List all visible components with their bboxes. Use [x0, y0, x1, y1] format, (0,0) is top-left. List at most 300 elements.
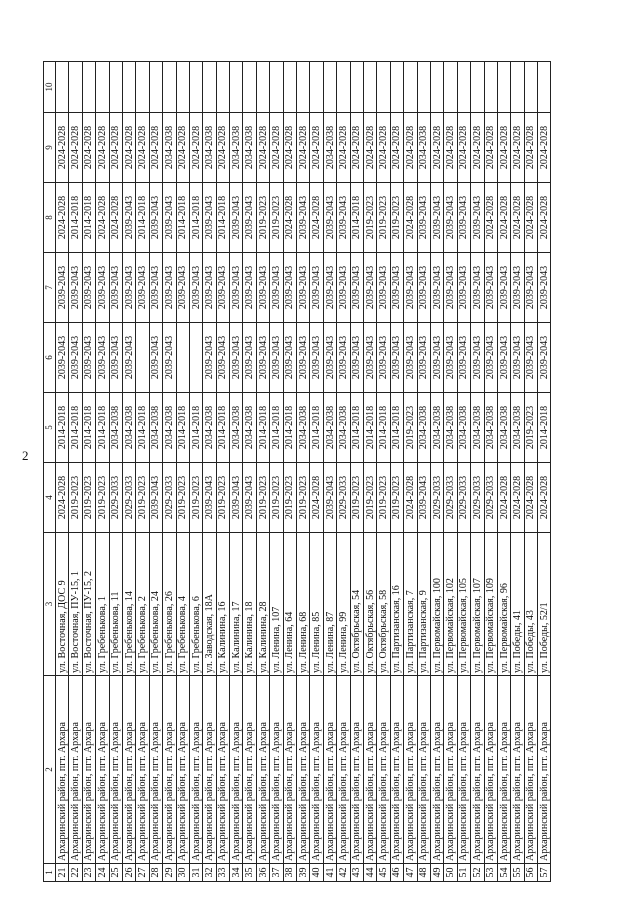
- period-cell: 2014-2018: [69, 183, 82, 253]
- period-cell: 2039-2043: [310, 253, 323, 323]
- district-cell: Архаринский район, пгт. Архара: [96, 676, 109, 864]
- address-cell: ул. Ленина, 87: [323, 533, 336, 676]
- period-cell: 2034-2038: [337, 393, 350, 463]
- row-number-cell: 48: [417, 864, 430, 882]
- period-cell: 2019-2023: [377, 183, 390, 253]
- district-cell: Архаринский район, пгт. Архара: [216, 676, 229, 864]
- district-cell: Архаринский район, пгт. Архара: [457, 676, 470, 864]
- period-cell: 2039-2043: [377, 323, 390, 393]
- period-cell: 2039-2043: [149, 323, 162, 393]
- period-cell: 2014-2018: [256, 393, 269, 463]
- address-cell: ул. Гребенькова, 4: [176, 533, 189, 676]
- note-cell: [444, 62, 457, 113]
- note-cell: [363, 62, 376, 113]
- period-cell: 2014-2018: [350, 393, 363, 463]
- period-cell: 2039-2043: [283, 253, 296, 323]
- district-cell: Архаринский район, пгт. Архара: [163, 676, 176, 864]
- period-cell: 2024-2028: [377, 113, 390, 183]
- note-cell: [283, 62, 296, 113]
- row-number-cell: 21: [56, 864, 69, 882]
- table-row: [283, 62, 296, 882]
- period-cell: 2024-2028: [524, 463, 537, 533]
- district-cell: Архаринский район, пгт. Архара: [256, 676, 269, 864]
- row-number-cell: 43: [350, 864, 363, 882]
- address-cell: ул. Первомайская, 102: [444, 533, 457, 676]
- row-number-cell: 40: [310, 864, 323, 882]
- period-cell: 2039-2043: [163, 253, 176, 323]
- period-cell: 2034-2038: [230, 113, 243, 183]
- period-cell: 2024-2028: [497, 183, 510, 253]
- period-cell: 2039-2043: [323, 253, 336, 323]
- table-row: [390, 62, 403, 882]
- schedule-table: [43, 61, 551, 882]
- period-cell: 2029-2033: [471, 463, 484, 533]
- period-cell: 2039-2043: [297, 253, 310, 323]
- table-row: [524, 62, 537, 882]
- table-row: [230, 62, 243, 882]
- table-row: [538, 62, 551, 882]
- table-row: [256, 62, 269, 882]
- table-row: [363, 62, 376, 882]
- period-cell: 2039-2043: [457, 183, 470, 253]
- period-cell: 2024-2028: [149, 113, 162, 183]
- row-number-cell: 46: [390, 864, 403, 882]
- period-cell: 2019-2023: [270, 463, 283, 533]
- table-row: [323, 62, 336, 882]
- period-cell: 2014-2018: [82, 183, 95, 253]
- period-cell: 2024-2028: [270, 113, 283, 183]
- address-cell: ул. Октябрьская, 54: [350, 533, 363, 676]
- period-cell: 2024-2028: [363, 113, 376, 183]
- note-cell: [176, 62, 189, 113]
- period-cell: 2039-2043: [230, 463, 243, 533]
- period-cell: 2014-2018: [377, 393, 390, 463]
- period-cell: 2024-2028: [109, 183, 122, 253]
- period-cell: 2034-2038: [230, 393, 243, 463]
- row-number-cell: 36: [256, 864, 269, 882]
- period-cell: [189, 323, 202, 393]
- period-cell: 2039-2043: [430, 183, 443, 253]
- period-cell: 2034-2038: [297, 393, 310, 463]
- table-row: [270, 62, 283, 882]
- note-cell: [136, 62, 149, 113]
- period-cell: 2034-2038: [323, 393, 336, 463]
- period-cell: 2014-2018: [189, 393, 202, 463]
- period-cell: 2024-2028: [96, 183, 109, 253]
- note-cell: [82, 62, 95, 113]
- district-cell: Архаринский район, пгт. Архара: [323, 676, 336, 864]
- row-number-cell: 57: [538, 864, 551, 882]
- period-cell: 2014-2018: [283, 393, 296, 463]
- row-number-cell: 23: [82, 864, 95, 882]
- address-cell: ул. Гребенькова, 24: [149, 533, 162, 676]
- table-row: [82, 62, 95, 882]
- address-cell: ул. Гребенькова, 2: [136, 533, 149, 676]
- district-cell: Архаринский район, пгт. Архара: [230, 676, 243, 864]
- period-cell: 2039-2043: [69, 253, 82, 323]
- period-cell: 2034-2038: [243, 113, 256, 183]
- table-row: [243, 62, 256, 882]
- period-cell: 2039-2043: [337, 253, 350, 323]
- period-cell: [136, 323, 149, 393]
- period-cell: 2024-2028: [404, 113, 417, 183]
- period-cell: 2019-2023: [363, 463, 376, 533]
- period-cell: 2024-2028: [471, 113, 484, 183]
- address-cell: ул. Победы, 52/1: [538, 533, 551, 676]
- period-cell: 2034-2038: [417, 393, 430, 463]
- period-cell: 2019-2023: [82, 463, 95, 533]
- district-cell: Архаринский район, пгт. Архара: [484, 676, 497, 864]
- table-row: [404, 62, 417, 882]
- period-cell: 2039-2043: [337, 183, 350, 253]
- period-cell: 2039-2043: [69, 323, 82, 393]
- note-cell: [69, 62, 82, 113]
- period-cell: 2039-2043: [363, 323, 376, 393]
- period-cell: 2024-2028: [283, 113, 296, 183]
- district-cell: Архаринский район, пгт. Архара: [283, 676, 296, 864]
- note-cell: [404, 62, 417, 113]
- district-cell: Архаринский район, пгт. Архара: [109, 676, 122, 864]
- row-number-cell: 35: [243, 864, 256, 882]
- period-cell: 2039-2043: [471, 253, 484, 323]
- period-cell: 2024-2028: [497, 113, 510, 183]
- period-cell: 2034-2038: [417, 113, 430, 183]
- table-row: [109, 62, 122, 882]
- row-number-cell: 39: [297, 864, 310, 882]
- period-cell: 2039-2043: [404, 323, 417, 393]
- note-cell: [497, 62, 510, 113]
- period-cell: 2039-2043: [350, 253, 363, 323]
- note-cell: [189, 62, 202, 113]
- period-cell: 2024-2028: [538, 183, 551, 253]
- period-cell: 2024-2028: [82, 113, 95, 183]
- period-cell: 2019-2023: [136, 463, 149, 533]
- period-cell: 2039-2043: [243, 323, 256, 393]
- row-number-cell: 32: [203, 864, 216, 882]
- period-cell: 2039-2043: [444, 253, 457, 323]
- period-cell: 2034-2038: [163, 113, 176, 183]
- period-cell: 2039-2043: [203, 323, 216, 393]
- period-cell: 2014-2018: [310, 393, 323, 463]
- address-cell: ул. Партизанская, 9: [417, 533, 430, 676]
- page-number: 2: [22, 448, 29, 463]
- header-cell: 1: [44, 864, 56, 882]
- period-cell: 2039-2043: [471, 183, 484, 253]
- row-number-cell: 31: [189, 864, 202, 882]
- period-cell: 2024-2028: [256, 113, 269, 183]
- period-cell: 2019-2023: [69, 463, 82, 533]
- row-number-cell: 54: [497, 864, 510, 882]
- header-cell: 5: [44, 393, 56, 463]
- period-cell: 2039-2043: [471, 323, 484, 393]
- period-cell: 2039-2043: [511, 323, 524, 393]
- note-cell: [297, 62, 310, 113]
- period-cell: 2029-2033: [430, 463, 443, 533]
- row-number-cell: 52: [471, 864, 484, 882]
- period-cell: 2019-2023: [216, 463, 229, 533]
- note-cell: [56, 62, 69, 113]
- period-cell: 2014-2018: [69, 393, 82, 463]
- period-cell: 2039-2043: [430, 323, 443, 393]
- address-cell: ул. Восточная, ПУ-15, 2: [82, 533, 95, 676]
- note-cell: [163, 62, 176, 113]
- period-cell: 2019-2023: [96, 463, 109, 533]
- table-row: [149, 62, 162, 882]
- period-cell: 2019-2023: [297, 463, 310, 533]
- note-cell: [109, 62, 122, 113]
- period-cell: 2014-2018: [136, 183, 149, 253]
- period-cell: 2019-2023: [189, 463, 202, 533]
- period-cell: 2024-2028: [297, 113, 310, 183]
- period-cell: 2039-2043: [363, 253, 376, 323]
- period-cell: 2024-2028: [283, 183, 296, 253]
- note-cell: [390, 62, 403, 113]
- address-cell: ул. Победы, 43: [524, 533, 537, 676]
- period-cell: 2034-2038: [471, 393, 484, 463]
- table-row: [203, 62, 216, 882]
- period-cell: 2039-2043: [511, 253, 524, 323]
- period-cell: 2039-2043: [230, 323, 243, 393]
- table-row: [163, 62, 176, 882]
- period-cell: 2014-2018: [136, 393, 149, 463]
- period-cell: 2039-2043: [444, 183, 457, 253]
- period-cell: 2039-2043: [538, 253, 551, 323]
- note-cell: [96, 62, 109, 113]
- district-cell: Архаринский район, пгт. Архара: [136, 676, 149, 864]
- rotated-table-content: [43, 62, 550, 882]
- note-cell: [524, 62, 537, 113]
- period-cell: 2039-2043: [149, 183, 162, 253]
- period-cell: 2024-2028: [176, 113, 189, 183]
- address-cell: ул. Восточная, ДОС 9: [56, 533, 69, 676]
- period-cell: 2024-2028: [122, 113, 135, 183]
- period-cell: 2019-2023: [404, 393, 417, 463]
- address-cell: ул. Ленина, 107: [270, 533, 283, 676]
- row-number-cell: 22: [69, 864, 82, 882]
- district-cell: Архаринский район, пгт. Архара: [524, 676, 537, 864]
- period-cell: 2039-2043: [297, 323, 310, 393]
- note-cell: [511, 62, 524, 113]
- period-cell: 2034-2038: [163, 393, 176, 463]
- period-cell: 2039-2043: [457, 253, 470, 323]
- period-cell: 2039-2043: [270, 253, 283, 323]
- header-cell: 3: [44, 533, 56, 676]
- period-cell: 2039-2043: [417, 323, 430, 393]
- period-cell: 2039-2043: [404, 253, 417, 323]
- district-cell: Архаринский район, пгт. Архара: [471, 676, 484, 864]
- district-cell: Архаринский район, пгт. Архара: [377, 676, 390, 864]
- table-row: [484, 62, 497, 882]
- district-cell: Архаринский район, пгт. Архара: [350, 676, 363, 864]
- note-cell: [484, 62, 497, 113]
- note-cell: [256, 62, 269, 113]
- table-row: [471, 62, 484, 882]
- row-number-cell: 34: [230, 864, 243, 882]
- note-cell: [377, 62, 390, 113]
- period-cell: 2024-2028: [189, 113, 202, 183]
- period-cell: 2039-2043: [243, 183, 256, 253]
- row-number-cell: 26: [122, 864, 135, 882]
- period-cell: 2039-2043: [390, 323, 403, 393]
- period-cell: 2024-2028: [310, 183, 323, 253]
- district-cell: Архаринский район, пгт. Архара: [511, 676, 524, 864]
- address-cell: ул. Калинина, 18: [243, 533, 256, 676]
- period-cell: 2024-2028: [56, 463, 69, 533]
- period-cell: 2019-2023: [390, 183, 403, 253]
- district-cell: Архаринский район, пгт. Архара: [56, 676, 69, 864]
- note-cell: [270, 62, 283, 113]
- row-number-cell: 37: [270, 864, 283, 882]
- period-cell: 2039-2043: [524, 323, 537, 393]
- table-row: [444, 62, 457, 882]
- period-cell: 2024-2028: [511, 113, 524, 183]
- row-number-cell: 25: [109, 864, 122, 882]
- district-cell: Архаринский район, пгт. Архара: [297, 676, 310, 864]
- period-cell: 2024-2028: [430, 113, 443, 183]
- address-cell: ул. Партизанская, 16: [390, 533, 403, 676]
- period-cell: 2039-2043: [82, 253, 95, 323]
- address-cell: ул. Гребенькова, 11: [109, 533, 122, 676]
- district-cell: Архаринский район, пгт. Архара: [390, 676, 403, 864]
- note-cell: [122, 62, 135, 113]
- district-cell: Архаринский район, пгт. Архара: [363, 676, 376, 864]
- period-cell: 2039-2043: [122, 253, 135, 323]
- period-cell: 2014-2018: [350, 183, 363, 253]
- address-cell: ул. Гребенькова, 6: [189, 533, 202, 676]
- period-cell: 2019-2023: [350, 463, 363, 533]
- period-cell: 2014-2018: [216, 183, 229, 253]
- period-cell: 2039-2043: [163, 323, 176, 393]
- district-cell: Архаринский район, пгт. Архара: [243, 676, 256, 864]
- period-cell: 2039-2043: [56, 253, 69, 323]
- district-cell: Архаринский район, пгт. Архара: [497, 676, 510, 864]
- period-cell: 2039-2043: [497, 253, 510, 323]
- header-cell: 4: [44, 463, 56, 533]
- row-number-cell: 53: [484, 864, 497, 882]
- period-cell: 2039-2043: [444, 323, 457, 393]
- period-cell: 2014-2018: [270, 393, 283, 463]
- address-cell: ул. Октябрьская, 56: [363, 533, 376, 676]
- period-cell: 2024-2028: [444, 113, 457, 183]
- address-cell: ул. Октябрьская, 58: [377, 533, 390, 676]
- note-cell: [243, 62, 256, 113]
- table-row: [377, 62, 390, 882]
- note-cell: [417, 62, 430, 113]
- note-cell: [323, 62, 336, 113]
- period-cell: 2014-2018: [176, 393, 189, 463]
- period-cell: 2019-2023: [363, 183, 376, 253]
- period-cell: 2039-2043: [230, 253, 243, 323]
- table-row: [96, 62, 109, 882]
- district-cell: Архаринский район, пгт. Архара: [404, 676, 417, 864]
- address-cell: ул. Ленина, 64: [283, 533, 296, 676]
- address-cell: ул. Заводская, 18А: [203, 533, 216, 676]
- period-cell: 2024-2028: [484, 183, 497, 253]
- address-cell: ул. Первомайская, 96: [497, 533, 510, 676]
- district-cell: Архаринский район, пгт. Архара: [82, 676, 95, 864]
- period-cell: 2039-2043: [189, 253, 202, 323]
- address-cell: ул. Ленина, 68: [297, 533, 310, 676]
- period-cell: 2039-2043: [109, 253, 122, 323]
- period-cell: 2039-2043: [430, 253, 443, 323]
- note-cell: [337, 62, 350, 113]
- period-cell: 2039-2043: [417, 463, 430, 533]
- period-cell: 2029-2033: [337, 463, 350, 533]
- period-cell: 2034-2038: [109, 393, 122, 463]
- period-cell: 2039-2043: [109, 323, 122, 393]
- note-cell: [350, 62, 363, 113]
- district-cell: Архаринский район, пгт. Архара: [69, 676, 82, 864]
- period-cell: 2039-2043: [203, 253, 216, 323]
- period-cell: 2039-2043: [216, 253, 229, 323]
- header-cell: 8: [44, 183, 56, 253]
- period-cell: 2014-2018: [56, 393, 69, 463]
- period-cell: 2029-2033: [444, 463, 457, 533]
- header-cell: 2: [44, 676, 56, 864]
- period-cell: 2039-2043: [337, 323, 350, 393]
- note-cell: [203, 62, 216, 113]
- period-cell: 2024-2028: [69, 113, 82, 183]
- table-row: [69, 62, 82, 882]
- note-cell: [310, 62, 323, 113]
- period-cell: 2039-2043: [457, 323, 470, 393]
- table-header-row: [44, 62, 56, 882]
- period-cell: 2039-2043: [310, 323, 323, 393]
- period-cell: 2039-2043: [122, 323, 135, 393]
- period-cell: 2014-2018: [189, 183, 202, 253]
- period-cell: 2039-2043: [56, 323, 69, 393]
- table-row: [430, 62, 443, 882]
- period-cell: 2039-2043: [417, 253, 430, 323]
- period-cell: 2039-2043: [96, 323, 109, 393]
- district-cell: Архаринский район, пгт. Архара: [444, 676, 457, 864]
- address-cell: ул. Гребенькова, 1: [96, 533, 109, 676]
- row-number-cell: 47: [404, 864, 417, 882]
- period-cell: 2039-2043: [243, 253, 256, 323]
- period-cell: 2024-2028: [511, 183, 524, 253]
- table-row: [511, 62, 524, 882]
- period-cell: 2039-2043: [524, 253, 537, 323]
- period-cell: 2039-2043: [538, 323, 551, 393]
- period-cell: 2014-2018: [96, 393, 109, 463]
- table-row: [350, 62, 363, 882]
- table-row: [417, 62, 430, 882]
- header-cell: 7: [44, 253, 56, 323]
- period-cell: [176, 323, 189, 393]
- header-cell: 9: [44, 113, 56, 183]
- period-cell: 2034-2038: [122, 393, 135, 463]
- period-cell: 2024-2028: [350, 113, 363, 183]
- period-cell: 2014-2018: [176, 183, 189, 253]
- period-cell: 2039-2043: [283, 323, 296, 393]
- period-cell: 2014-2018: [538, 393, 551, 463]
- row-number-cell: 42: [337, 864, 350, 882]
- period-cell: 2024-2028: [109, 113, 122, 183]
- district-cell: Архаринский район, пгт. Архара: [122, 676, 135, 864]
- address-cell: ул. Калинина, 17: [230, 533, 243, 676]
- address-cell: ул. Ленина, 85: [310, 533, 323, 676]
- period-cell: 2039-2043: [497, 323, 510, 393]
- period-cell: 2029-2033: [122, 463, 135, 533]
- period-cell: 2034-2038: [149, 393, 162, 463]
- period-cell: 2039-2043: [149, 253, 162, 323]
- period-cell: 2039-2043: [323, 323, 336, 393]
- period-cell: 2039-2043: [323, 183, 336, 253]
- district-cell: Архаринский район, пгт. Архара: [176, 676, 189, 864]
- address-cell: ул. Гребенькова, 14: [122, 533, 135, 676]
- period-cell: 2034-2038: [444, 393, 457, 463]
- district-cell: Архаринский район, пгт. Архара: [189, 676, 202, 864]
